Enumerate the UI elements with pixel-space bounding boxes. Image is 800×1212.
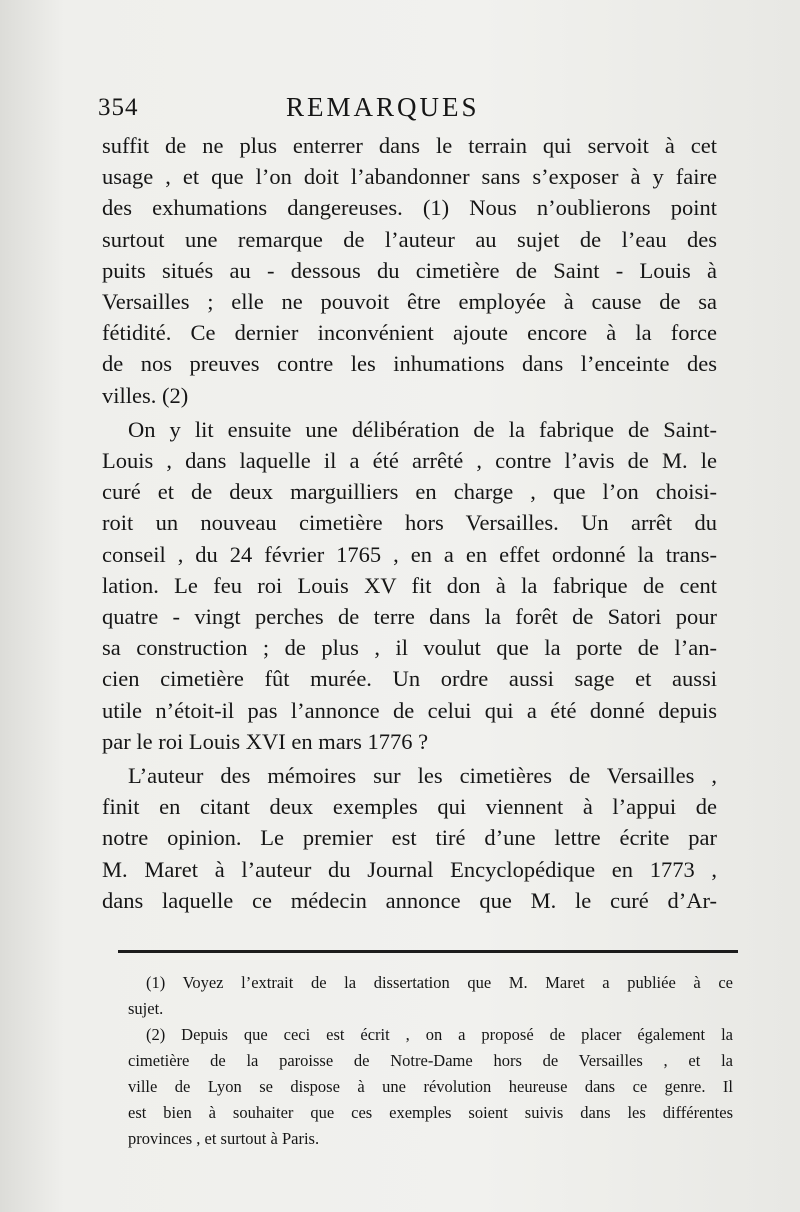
text-line: On y lit ensuite une délibération de la fabrique de Saint- — [128, 416, 717, 442]
text-line: M. Maret à l’auteur du Journal Encyclopédique en 1773 , — [102, 856, 717, 882]
text-line: fétidité. Ce dernier inconvénient ajoute encore à la force — [102, 320, 717, 346]
text-line: villes. (2) — [102, 382, 189, 408]
footnote-line: (2) Depuis que ceci est écrit , on a proposé de placer également la — [146, 1025, 733, 1044]
footnote-line: ville de Lyon se dispose à une révolution heureuse dans ce genre. Il — [128, 1077, 733, 1096]
text-line: cien cimetière fût murée. Un ordre aussi sage et aussi — [102, 666, 717, 692]
text-line: conseil , du 24 février 1765 , en a en effet ordonné la trans- — [102, 541, 717, 567]
text-line: lation. Le feu roi Louis XV fit don à la fabrique de cent — [102, 572, 717, 598]
text-line: roit un nouveau cimetière hors Versailles. Un arrêt du — [102, 510, 717, 536]
text-line: sa construction ; de plus , il voulut que la porte de l’an- — [102, 635, 717, 661]
footnote-line: (1) Voyez l’extrait de la dissertation que M. Maret a publiée à ce — [146, 973, 733, 992]
footnote-divider — [118, 950, 738, 953]
page-number: 354 — [98, 94, 139, 121]
text-line: dans laquelle ce médecin annonce que M. le curé d’Ar- — [102, 887, 717, 913]
text-line: suffit de ne plus enterrer dans le terrain qui servoit à cet — [102, 133, 717, 158]
text-line: Versailles ; elle ne pouvoit être employée à cause de sa — [102, 289, 717, 315]
text-line: finit en citant deux exemples qui viennent à l’appui de — [102, 794, 717, 820]
text-line: surtout une remarque de l’auteur au sujet de l’eau des — [102, 226, 717, 252]
text-line: par le roi Louis XVI en mars 1776 ? — [102, 728, 429, 754]
text-line: Louis , dans laquelle il a été arrêté , contre l’avis de M. le — [102, 448, 717, 474]
text-line: quatre - vingt perches de terre dans la forêt de Satori pour — [102, 604, 717, 630]
main-text — [102, 130, 717, 916]
text-line: des exhumations dangereuses. (1) Nous n’oublierons point — [102, 195, 717, 221]
footnote-line: provinces , et surtout à Paris. — [128, 1129, 320, 1148]
page-header — [98, 88, 738, 132]
text-line: de nos preuves contre les inhumations dans l’enceinte des — [102, 351, 717, 377]
text-line: puits situés au - dessous du cimetière de Saint - Louis à — [102, 257, 717, 283]
text-line: curé et de deux marguilliers en charge , que l’on choisi- — [102, 479, 717, 505]
text-line: usage , et que l’on doit l’abandonner sans s’exposer à y faire — [102, 164, 717, 190]
text-line: utile n’étoit-il pas l’annonce de celui qui a été donné depuis — [102, 697, 717, 723]
footnote-line: sujet. — [128, 999, 164, 1018]
footnote-line: cimetière de la paroisse de Notre-Dame hors de Versailles , et la — [128, 1051, 733, 1070]
footnotes — [128, 970, 733, 1152]
text-line: L’auteur des mémoires sur les cimetières de Versailles , — [128, 763, 717, 789]
running-title: REMARQUES — [286, 92, 480, 122]
footnote-line: est bien à souhaiter que ces exemples soient suivis dans les différentes — [128, 1103, 733, 1122]
text-line: notre opinion. Le premier est tiré d’une lettre écrite par — [102, 825, 717, 851]
